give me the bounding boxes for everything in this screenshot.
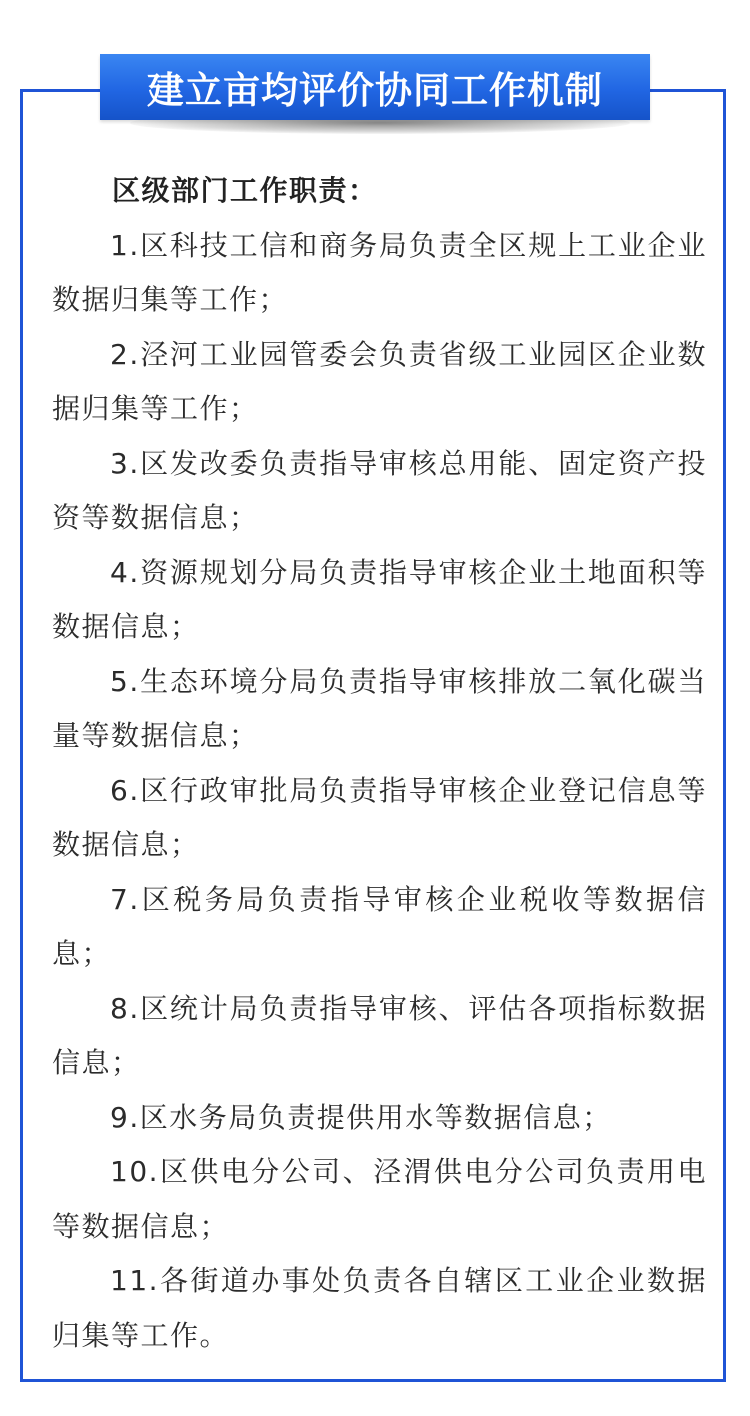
list-item: 9.区水务局负责提供用水等数据信息； bbox=[110, 1100, 612, 1134]
list-item: 4.资源规划分局负责指导审核企业土地面积等数据信息； bbox=[52, 555, 707, 643]
list-item: 6.区行政审批局负责指导审核企业登记信息等数据信息； bbox=[52, 773, 707, 861]
section-subheading: 区级部门工作职责： bbox=[112, 174, 378, 207]
list-item: 7.区税务局负责指导审核企业税收等数据信息； bbox=[52, 882, 707, 970]
list-item: 3.区发改委负责指导审核总用能、固定资产投资等数据信息； bbox=[52, 446, 707, 534]
list-item: 5.生态环境分局负责指导审核排放二氧化碳当量等数据信息； bbox=[52, 664, 707, 752]
responsibilities-section bbox=[52, 164, 707, 1363]
page-title: 建立亩均评价协同工作机制 bbox=[147, 69, 603, 112]
list-item: 2.泾河工业园管委会负责省级工业园区企业数据归集等工作； bbox=[52, 337, 707, 425]
list-item: 8.区统计局负责指导审核、评估各项指标数据信息； bbox=[52, 991, 707, 1079]
list-item: 1.区科技工信和商务局负责全区规上工业企业数据归集等工作； bbox=[52, 228, 707, 316]
title-banner bbox=[100, 54, 650, 120]
list-item: 10.区供电分公司、泾渭供电分公司负责用电等数据信息； bbox=[52, 1155, 707, 1243]
list-item: 11.各街道办事处负责各自辖区工业企业数据归集等工作。 bbox=[52, 1264, 707, 1352]
